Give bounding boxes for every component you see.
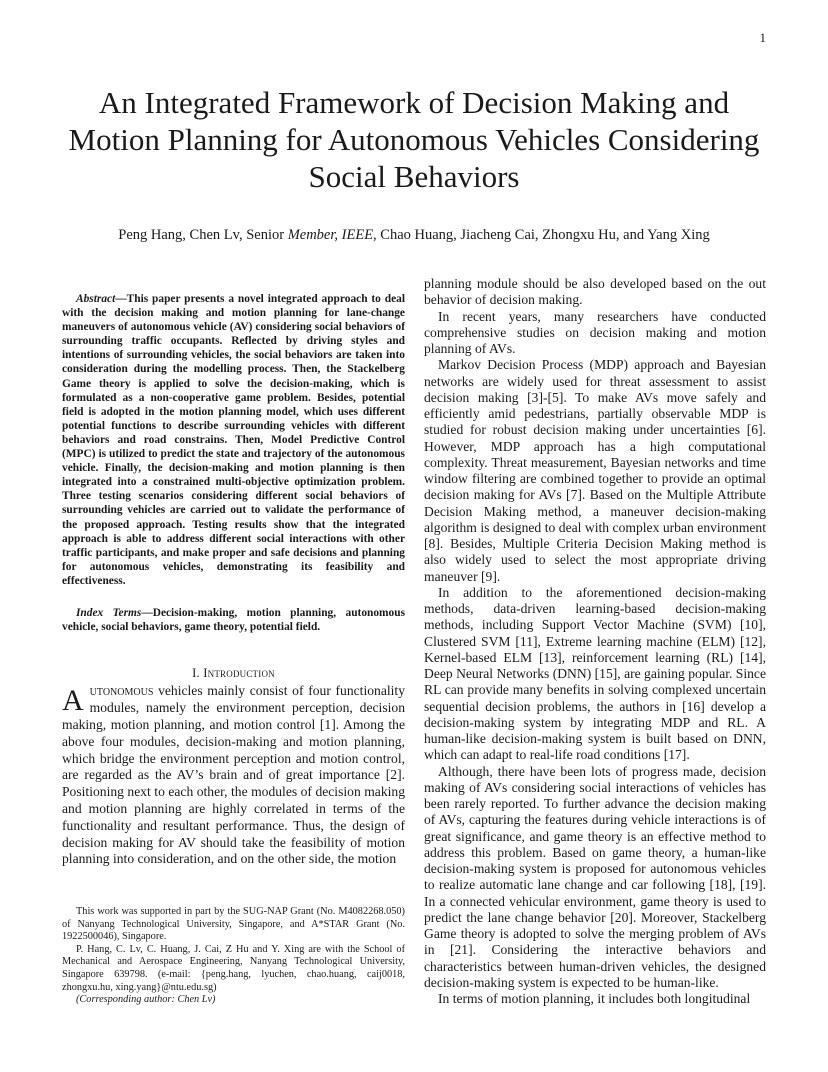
authors-membership: Member, IEEE xyxy=(287,227,374,243)
footnote-affiliation: P. Hang, C. Lv, C. Huang, J. Cai, Z Hu and Y. Xing are with the School of Mechanical and Aerospace Engineering, Nanyang Technological University, Singapore 639798. (e-mail: {peng.hang, lyuchen, chao.huang, caij0018, zhongxu.hu, xing.yang}@ntu.edu.sg) xyxy=(62,943,405,993)
introduction-paragraph xyxy=(62,683,405,868)
index-terms-lead: Index Terms xyxy=(76,606,142,619)
body-paragraph: Markov Decision Process (MDP) approach and Bayesian networks are widely used for threat assessment to assist decision making [3]-[5]. To make AVs move safely and efficiently amid pedestrians, partially observable MDP is studied for robust decision making under uncertainties [6]. However, MDP approach has a high computational complexity. Threat measurement, Bayesian networks and time window filtering are combined together to provide an optimal decision making for AVs [7]. Based on the Multiple Attribute Decision Making method, a maneuver decision-making algorithm is designed to deal with complex urban environment [8]. Besides, Multiple Criteria Decision Making method is also widely used to select the most appropriate driving maneuver [9]. xyxy=(424,357,766,584)
authors-prefix: Peng Hang, Chen Lv, Senior xyxy=(118,227,288,243)
intro-first-word: utonomous xyxy=(89,683,154,699)
right-column xyxy=(424,276,766,1007)
abstract-text: —This paper presents a novel integrated approach to deal with the decision making and motion planning for lane-change maneuvers of autonomous vehicle (AV) considering social behaviors of surrounding traffic occupants. Reflected by driving styles and intentions of surrounding vehicles, the social behaviors are taken into consideration during the modelling process. Then, the Stackelberg Game theory is applied to solve the decision-making, which is formulated as a non-cooperative game problem. Besides, potential field is adopted in the motion planning model, which uses different potential functions to describe surrounding vehicles with different behaviors and road constrains. Then, Model Predictive Control (MPC) is utilized to predict the state and trajectory of the autonomous vehicle. Finally, the decision-making and motion planning is then integrated into a constrained multi-objective optimization problem. Three testing scenarios considering different social behaviors of surrounding vehicles are carried out to validate the performance of the proposed approach. Testing results show that the integrated approach is able to address different social interactions with other traffic participants, and make proper and safe decisions and planning for autonomous vehicles, demonstrating its feasibility and effectiveness. xyxy=(62,293,405,587)
section-heading-introduction xyxy=(62,665,405,681)
section-number: I. xyxy=(192,666,200,681)
authors-suffix: , Chao Huang, Jiacheng Cai, Zhongxu Hu, and Yang Xing xyxy=(373,227,710,243)
index-terms-text: —Decision-making, motion planning, autonomous vehicle, social behaviors, game theory, potential field. xyxy=(62,606,406,634)
body-paragraph: planning module should be also developed based on the out behavior of decision making. xyxy=(424,276,766,308)
paper-title: An Integrated Framework of Decision Making and Motion Planning for Autonomous Vehicles Considering Social Behaviors xyxy=(68,85,760,194)
footnote-funding: This work was supported in part by the SUG-NAP Grant (No. M4082268.050) of Nanyang Technological University, Singapore, and A*STAR Grant (No. 1922500046), Singapore. xyxy=(62,906,405,943)
body-paragraph: Although, there have been lots of progress made, decision making of AVs considering social interactions of vehicles has been rarely reported. To further advance the decision making of AVs, capturing the features during vehicle interactions is of great significance, and game theory is an effective method to address this problem. Based on game theory, a human-like decision-making system is proposed for autonomous vehicles to realize automatic lane change and car following [18], [19]. In a connected vehicular environment, game theory is used to predict the lane change behavior [20]. Moreover, Stackelberg Game theory is adopted to solve the merging problem of AVs in [21]. Considering the interactive behaviors and characteristics between human-driven vehicles, the designed decision-making system is expected to be human-like. xyxy=(424,763,766,990)
left-column xyxy=(62,292,405,868)
abstract-lead: Abstract xyxy=(76,293,116,305)
intro-text: vehicles mainly consist of four functionality modules, namely the environment perception, decision making, motion planning, and motion control [1]. Among the above four modules, decision-making and motion planning, which bridge the environment perception and motion control, are regarded as the AV’s brain and of great importance [2]. Positioning next to each other, the modules of decision making and motion planning are highly correlated in terms of the functionality and resultant performance. Thus, the design of decision making for AV should take the feasibility of motion planning into consideration, and on the other side, the motion xyxy=(62,683,405,867)
body-paragraph: In recent years, many researchers have conducted comprehensive studies on decision making and motion planning of AVs. xyxy=(424,308,766,356)
author-list xyxy=(40,227,788,244)
page-number: 1 xyxy=(759,30,766,45)
body-paragraph: In addition to the aforementioned decision-making methods, data-driven learning-based decision-making methods, including Support Vector Machine (SVM) [10], Clustered SVM [11], Extreme learning machine (ELM) [12], Kernel-based ELM [13], reinforcement learning (RL) [14], Deep Neural Networks (DNN) [15], are gaining popular. Since RL can provide many benefits in solving complexed uncertain sequential decision problems, the authors in [16] develop a decision-making system by integrating MDP and RL. A human-like decision-making system is built based on DNN, which can adapt to real-life road conditions [17]. xyxy=(424,584,767,763)
abstract xyxy=(62,292,405,588)
section-name: Introduction xyxy=(203,666,275,681)
footnotes xyxy=(62,906,405,1007)
drop-cap: A xyxy=(62,684,84,718)
footnote-corresponding-author: (Corresponding author: Chen Lv) xyxy=(76,994,216,1006)
body-paragraph: In terms of motion planning, it includes both longitudinal xyxy=(438,991,751,1006)
index-terms xyxy=(62,606,405,634)
